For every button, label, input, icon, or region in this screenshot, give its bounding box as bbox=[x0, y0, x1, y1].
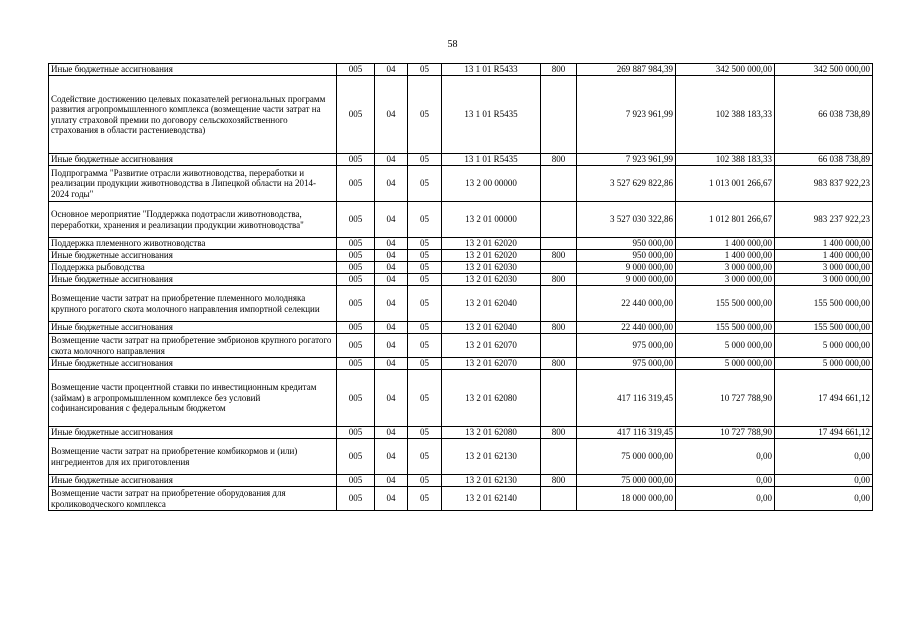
amount-year1-cell: 7 923 961,99 bbox=[577, 154, 676, 166]
amount-year1-cell: 975 000,00 bbox=[577, 358, 676, 370]
amount-year2-cell: 102 388 183,33 bbox=[676, 76, 775, 154]
amount-year1-cell: 22 440 000,00 bbox=[577, 286, 676, 322]
table-row bbox=[49, 154, 873, 166]
subsection-code-cell: 05 bbox=[408, 262, 442, 274]
section-code-cell: 04 bbox=[375, 487, 408, 511]
section-code-cell: 04 bbox=[375, 274, 408, 286]
expense-type-cell bbox=[541, 238, 577, 250]
expense-type-cell: 800 bbox=[541, 274, 577, 286]
amount-year3-cell: 342 500 000,00 bbox=[775, 64, 873, 76]
table-row bbox=[49, 76, 873, 154]
target-article-cell: 13 2 01 62080 bbox=[442, 427, 541, 439]
expense-type-cell: 800 bbox=[541, 427, 577, 439]
ministry-code-cell: 005 bbox=[337, 322, 375, 334]
subsection-code-cell: 05 bbox=[408, 358, 442, 370]
subsection-code-cell: 05 bbox=[408, 76, 442, 154]
target-article-cell: 13 2 01 62070 bbox=[442, 334, 541, 358]
expense-type-cell bbox=[541, 166, 577, 202]
row-name-cell: Возмещение части затрат на приобретение эмбрионов крупного рогатого скота молочного направления bbox=[49, 334, 337, 358]
row-name-cell: Возмещение части затрат на приобретение комбикормов и (или) ингредиентов для их приготовления bbox=[49, 439, 337, 475]
subsection-code-cell: 05 bbox=[408, 166, 442, 202]
page-number: 58 bbox=[447, 39, 458, 50]
row-name-cell: Содействие достижению целевых показателей региональных программ развития агропромышленного комплекса (возмещение части затрат на уплату страховой премии по договору сельскохозяйственного страхования в области растениеводства) bbox=[49, 76, 337, 154]
target-article-cell: 13 2 01 62030 bbox=[442, 274, 541, 286]
expense-type-cell: 800 bbox=[541, 250, 577, 262]
expense-type-cell: 800 bbox=[541, 322, 577, 334]
amount-year2-cell: 10 727 788,90 bbox=[676, 427, 775, 439]
ministry-code-cell: 005 bbox=[337, 358, 375, 370]
row-name-cell: Иные бюджетные ассигнования bbox=[49, 154, 337, 166]
amount-year2-cell: 1 013 001 266,67 bbox=[676, 166, 775, 202]
row-name-cell: Иные бюджетные ассигнования bbox=[49, 427, 337, 439]
table-row bbox=[49, 439, 873, 475]
subsection-code-cell: 05 bbox=[408, 202, 442, 238]
table-row bbox=[49, 286, 873, 322]
amount-year3-cell: 983 237 922,23 bbox=[775, 202, 873, 238]
target-article-cell: 13 2 01 62130 bbox=[442, 439, 541, 475]
amount-year2-cell: 0,00 bbox=[676, 475, 775, 487]
amount-year2-cell: 5 000 000,00 bbox=[676, 334, 775, 358]
row-name-cell: Поддержка рыбоводства bbox=[49, 262, 337, 274]
amount-year1-cell: 75 000 000,00 bbox=[577, 439, 676, 475]
section-code-cell: 04 bbox=[375, 334, 408, 358]
table-row bbox=[49, 370, 873, 427]
table-row bbox=[49, 202, 873, 238]
amount-year1-cell: 22 440 000,00 bbox=[577, 322, 676, 334]
section-code-cell: 04 bbox=[375, 250, 408, 262]
ministry-code-cell: 005 bbox=[337, 274, 375, 286]
expense-type-cell: 800 bbox=[541, 358, 577, 370]
amount-year1-cell: 75 000 000,00 bbox=[577, 475, 676, 487]
target-article-cell: 13 2 01 62140 bbox=[442, 487, 541, 511]
section-code-cell: 04 bbox=[375, 64, 408, 76]
target-article-cell: 13 2 01 62070 bbox=[442, 358, 541, 370]
table-row bbox=[49, 238, 873, 250]
section-code-cell: 04 bbox=[375, 262, 408, 274]
row-name-cell: Иные бюджетные ассигнования bbox=[49, 64, 337, 76]
amount-year1-cell: 975 000,00 bbox=[577, 334, 676, 358]
section-code-cell: 04 bbox=[375, 154, 408, 166]
expense-type-cell bbox=[541, 370, 577, 427]
subsection-code-cell: 05 bbox=[408, 370, 442, 427]
target-article-cell: 13 2 01 62030 bbox=[442, 262, 541, 274]
ministry-code-cell: 005 bbox=[337, 64, 375, 76]
target-article-cell: 13 1 01 R5435 bbox=[442, 76, 541, 154]
row-name-cell: Иные бюджетные ассигнования bbox=[49, 358, 337, 370]
amount-year1-cell: 9 000 000,00 bbox=[577, 274, 676, 286]
amount-year2-cell: 1 012 801 266,67 bbox=[676, 202, 775, 238]
amount-year3-cell: 0,00 bbox=[775, 475, 873, 487]
amount-year2-cell: 342 500 000,00 bbox=[676, 64, 775, 76]
amount-year2-cell: 3 000 000,00 bbox=[676, 274, 775, 286]
amount-year2-cell: 5 000 000,00 bbox=[676, 358, 775, 370]
amount-year1-cell: 3 527 629 822,86 bbox=[577, 166, 676, 202]
amount-year2-cell: 10 727 788,90 bbox=[676, 370, 775, 427]
expense-type-cell bbox=[541, 286, 577, 322]
table-row bbox=[49, 322, 873, 334]
subsection-code-cell: 05 bbox=[408, 487, 442, 511]
amount-year3-cell: 66 038 738,89 bbox=[775, 154, 873, 166]
row-name-cell: Возмещение части процентной ставки по инвестиционным кредитам (займам) в агропромышленном комплексе без условий софинансирования с федеральным бюджетом bbox=[49, 370, 337, 427]
target-article-cell: 13 2 01 62020 bbox=[442, 238, 541, 250]
target-article-cell: 13 2 01 62020 bbox=[442, 250, 541, 262]
amount-year1-cell: 950 000,00 bbox=[577, 250, 676, 262]
table-row bbox=[49, 334, 873, 358]
target-article-cell: 13 1 01 R5435 bbox=[442, 154, 541, 166]
table-row bbox=[49, 427, 873, 439]
ministry-code-cell: 005 bbox=[337, 262, 375, 274]
subsection-code-cell: 05 bbox=[408, 250, 442, 262]
table-row bbox=[49, 166, 873, 202]
section-code-cell: 04 bbox=[375, 76, 408, 154]
section-code-cell: 04 bbox=[375, 427, 408, 439]
section-code-cell: 04 bbox=[375, 322, 408, 334]
amount-year3-cell: 17 494 661,12 bbox=[775, 427, 873, 439]
row-name-cell: Иные бюджетные ассигнования bbox=[49, 322, 337, 334]
amount-year1-cell: 7 923 961,99 bbox=[577, 76, 676, 154]
amount-year2-cell: 102 388 183,33 bbox=[676, 154, 775, 166]
expense-type-cell bbox=[541, 334, 577, 358]
amount-year1-cell: 417 116 319,45 bbox=[577, 427, 676, 439]
subsection-code-cell: 05 bbox=[408, 238, 442, 250]
budget-table-body bbox=[49, 64, 873, 511]
amount-year2-cell: 155 500 000,00 bbox=[676, 322, 775, 334]
amount-year3-cell: 17 494 661,12 bbox=[775, 370, 873, 427]
expense-type-cell bbox=[541, 487, 577, 511]
amount-year3-cell: 1 400 000,00 bbox=[775, 238, 873, 250]
ministry-code-cell: 005 bbox=[337, 334, 375, 358]
target-article-cell: 13 2 01 62130 bbox=[442, 475, 541, 487]
table-row bbox=[49, 487, 873, 511]
ministry-code-cell: 005 bbox=[337, 202, 375, 238]
amount-year3-cell: 5 000 000,00 bbox=[775, 334, 873, 358]
amount-year3-cell: 3 000 000,00 bbox=[775, 274, 873, 286]
subsection-code-cell: 05 bbox=[408, 286, 442, 322]
ministry-code-cell: 005 bbox=[337, 427, 375, 439]
ministry-code-cell: 005 bbox=[337, 238, 375, 250]
section-code-cell: 04 bbox=[375, 202, 408, 238]
ministry-code-cell: 005 bbox=[337, 487, 375, 511]
target-article-cell: 13 2 00 00000 bbox=[442, 166, 541, 202]
amount-year2-cell: 3 000 000,00 bbox=[676, 262, 775, 274]
amount-year1-cell: 9 000 000,00 bbox=[577, 262, 676, 274]
subsection-code-cell: 05 bbox=[408, 64, 442, 76]
subsection-code-cell: 05 bbox=[408, 154, 442, 166]
table-row bbox=[49, 64, 873, 76]
ministry-code-cell: 005 bbox=[337, 250, 375, 262]
row-name-cell: Поддержка племенного животноводства bbox=[49, 238, 337, 250]
amount-year1-cell: 269 887 984,39 bbox=[577, 64, 676, 76]
amount-year1-cell: 18 000 000,00 bbox=[577, 487, 676, 511]
subsection-code-cell: 05 bbox=[408, 427, 442, 439]
subsection-code-cell: 05 bbox=[408, 475, 442, 487]
amount-year2-cell: 0,00 bbox=[676, 487, 775, 511]
ministry-code-cell: 005 bbox=[337, 370, 375, 427]
amount-year3-cell: 5 000 000,00 bbox=[775, 358, 873, 370]
amount-year2-cell: 155 500 000,00 bbox=[676, 286, 775, 322]
amount-year2-cell: 1 400 000,00 bbox=[676, 250, 775, 262]
section-code-cell: 04 bbox=[375, 286, 408, 322]
ministry-code-cell: 005 bbox=[337, 475, 375, 487]
amount-year3-cell: 0,00 bbox=[775, 439, 873, 475]
row-name-cell: Основное мероприятие "Поддержка подотрасли животноводства, переработки, хранения и реализации продукции животноводства" bbox=[49, 202, 337, 238]
amount-year1-cell: 3 527 030 322,86 bbox=[577, 202, 676, 238]
subsection-code-cell: 05 bbox=[408, 334, 442, 358]
section-code-cell: 04 bbox=[375, 475, 408, 487]
row-name-cell: Возмещение части затрат на приобретение племенного молодняка крупного рогатого скота молочного направления импортной селекции bbox=[49, 286, 337, 322]
section-code-cell: 04 bbox=[375, 370, 408, 427]
amount-year3-cell: 155 500 000,00 bbox=[775, 322, 873, 334]
amount-year3-cell: 983 837 922,23 bbox=[775, 166, 873, 202]
row-name-cell: Возмещение части затрат на приобретение оборудования для кролиководческого комплекса bbox=[49, 487, 337, 511]
expense-type-cell: 800 bbox=[541, 64, 577, 76]
budget-table bbox=[48, 63, 873, 511]
amount-year2-cell: 1 400 000,00 bbox=[676, 238, 775, 250]
expense-type-cell: 800 bbox=[541, 154, 577, 166]
target-article-cell: 13 2 01 62040 bbox=[442, 322, 541, 334]
amount-year3-cell: 66 038 738,89 bbox=[775, 76, 873, 154]
section-code-cell: 04 bbox=[375, 439, 408, 475]
section-code-cell: 04 bbox=[375, 166, 408, 202]
row-name-cell: Подпрограмма "Развитие отрасли животноводства, переработки и реализации продукции животноводства в Липецкой области на 2014-2024 годы" bbox=[49, 166, 337, 202]
expense-type-cell bbox=[541, 439, 577, 475]
amount-year2-cell: 0,00 bbox=[676, 439, 775, 475]
target-article-cell: 13 2 01 00000 bbox=[442, 202, 541, 238]
ministry-code-cell: 005 bbox=[337, 154, 375, 166]
amount-year1-cell: 417 116 319,45 bbox=[577, 370, 676, 427]
table-row bbox=[49, 250, 873, 262]
row-name-cell: Иные бюджетные ассигнования bbox=[49, 250, 337, 262]
target-article-cell: 13 2 01 62040 bbox=[442, 286, 541, 322]
expense-type-cell bbox=[541, 262, 577, 274]
ministry-code-cell: 005 bbox=[337, 76, 375, 154]
subsection-code-cell: 05 bbox=[408, 439, 442, 475]
table-row bbox=[49, 274, 873, 286]
expense-type-cell bbox=[541, 76, 577, 154]
expense-type-cell: 800 bbox=[541, 475, 577, 487]
table-row bbox=[49, 262, 873, 274]
subsection-code-cell: 05 bbox=[408, 322, 442, 334]
amount-year3-cell: 1 400 000,00 bbox=[775, 250, 873, 262]
table-row bbox=[49, 358, 873, 370]
ministry-code-cell: 005 bbox=[337, 439, 375, 475]
amount-year3-cell: 0,00 bbox=[775, 487, 873, 511]
row-name-cell: Иные бюджетные ассигнования bbox=[49, 274, 337, 286]
section-code-cell: 04 bbox=[375, 238, 408, 250]
amount-year3-cell: 3 000 000,00 bbox=[775, 262, 873, 274]
amount-year1-cell: 950 000,00 bbox=[577, 238, 676, 250]
section-code-cell: 04 bbox=[375, 358, 408, 370]
amount-year3-cell: 155 500 000,00 bbox=[775, 286, 873, 322]
subsection-code-cell: 05 bbox=[408, 274, 442, 286]
target-article-cell: 13 1 01 R5433 bbox=[442, 64, 541, 76]
target-article-cell: 13 2 01 62080 bbox=[442, 370, 541, 427]
ministry-code-cell: 005 bbox=[337, 286, 375, 322]
ministry-code-cell: 005 bbox=[337, 166, 375, 202]
table-row bbox=[49, 475, 873, 487]
expense-type-cell bbox=[541, 202, 577, 238]
row-name-cell: Иные бюджетные ассигнования bbox=[49, 475, 337, 487]
